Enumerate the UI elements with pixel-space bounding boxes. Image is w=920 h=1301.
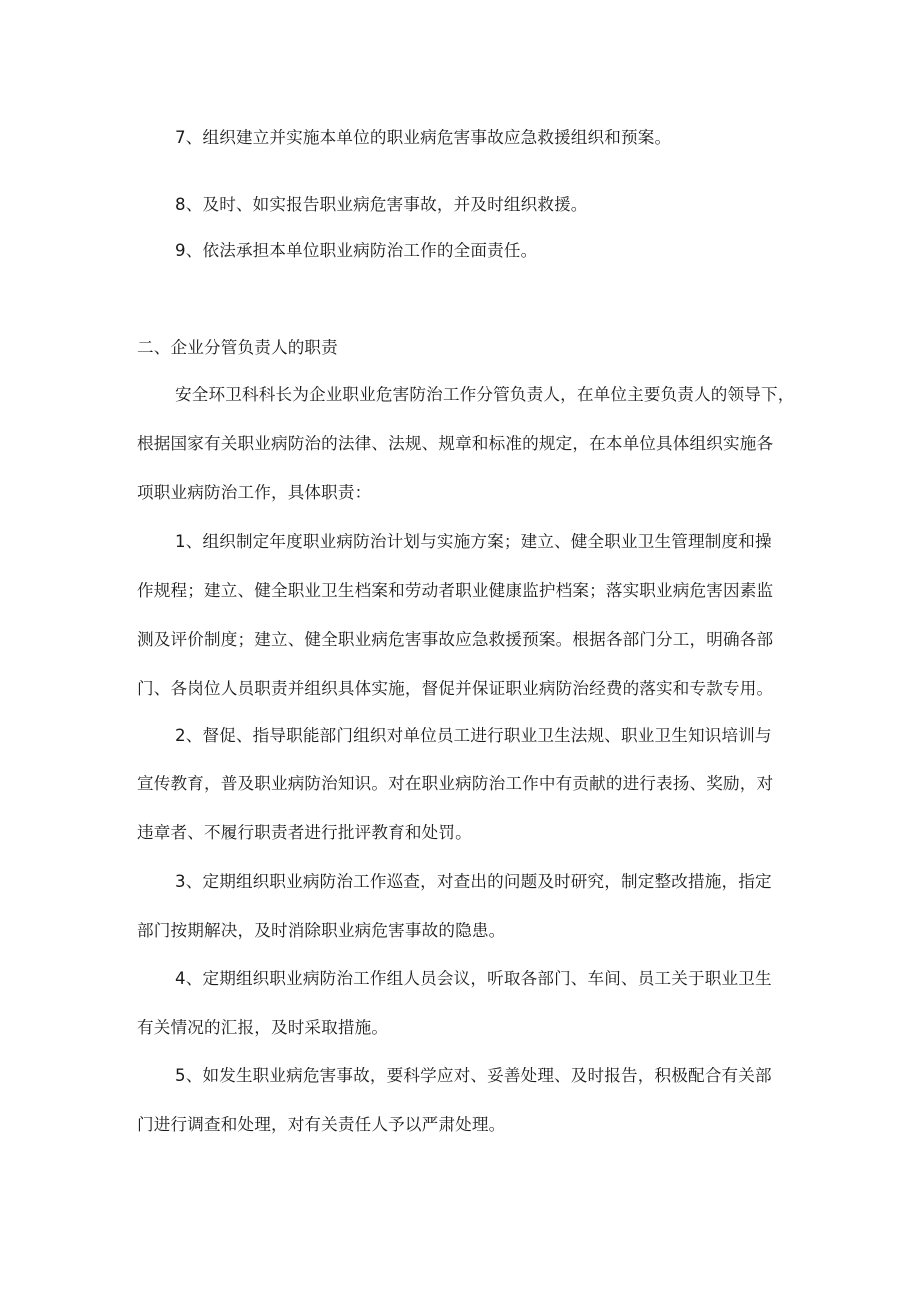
intro-paragraph-line: 安全环卫科科长为企业职业危害防治工作分管负责人，在单位主要负责人的领导下， <box>175 385 795 404</box>
duty-item-8: 8、及时、如实报告职业病危害事故，并及时组织救援。 <box>175 195 588 214</box>
item-2-line: 宣传教育，普及职业病防治知识。对在职业病防治工作中有贡献的进行表扬、奖励，对 <box>137 774 774 793</box>
item-5-line: 5、如发生职业病危害事故，要科学应对、妥善处理、及时报告，积极配合有关部 <box>175 1066 772 1085</box>
item-1-line: 作规程；建立、健全职业卫生档案和劳动者职业健康监护档案；落实职业病危害因素监 <box>137 581 774 600</box>
item-4-line: 有关情况的汇报，及时采取措施。 <box>137 1018 389 1037</box>
intro-paragraph-line: 根据国家有关职业病防治的法律、法规、规章和标准的规定，在本单位具体组织实施各 <box>137 434 774 453</box>
intro-paragraph-line: 项职业病防治工作，具体职责： <box>137 483 372 502</box>
item-4-line: 4、定期组织职业病防治工作组人员会议，听取各部门、车间、员工关于职业卫生 <box>175 969 772 988</box>
item-5-line: 门进行调查和处理，对有关责任人予以严肃处理。 <box>137 1115 506 1134</box>
item-3-line: 部门按期解决，及时消除职业病危害事故的隐患。 <box>137 921 506 940</box>
item-3-line: 3、定期组织职业病防治工作巡查，对查出的问题及时研究，制定整改措施，指定 <box>175 872 772 891</box>
item-1-line: 1、组织制定年度职业病防治计划与实施方案；建立、健全职业卫生管理制度和操 <box>175 532 772 551</box>
section-heading: 二、企业分管负责人的职责 <box>137 338 338 357</box>
duty-item-9: 9、依法承担本单位职业病防治工作的全面责任。 <box>175 241 538 260</box>
item-1-line: 测及评价制度；建立、健全职业病危害事故应急救援预案。根据各部门分工，明确各部 <box>137 630 774 649</box>
item-2-line: 违章者、不履行职责者进行批评教育和处罚。 <box>137 823 472 842</box>
duty-item-7: 7、组织建立并实施本单位的职业病危害事故应急救援组织和预案。 <box>175 128 672 147</box>
item-2-line: 2、督促、指导职能部门组织对单位员工进行职业卫生法规、职业卫生知识培训与 <box>175 726 772 745</box>
item-1-line: 门、各岗位人员职责并组织具体实施，督促并保证职业病防治经费的落实和专款专用。 <box>137 679 774 698</box>
